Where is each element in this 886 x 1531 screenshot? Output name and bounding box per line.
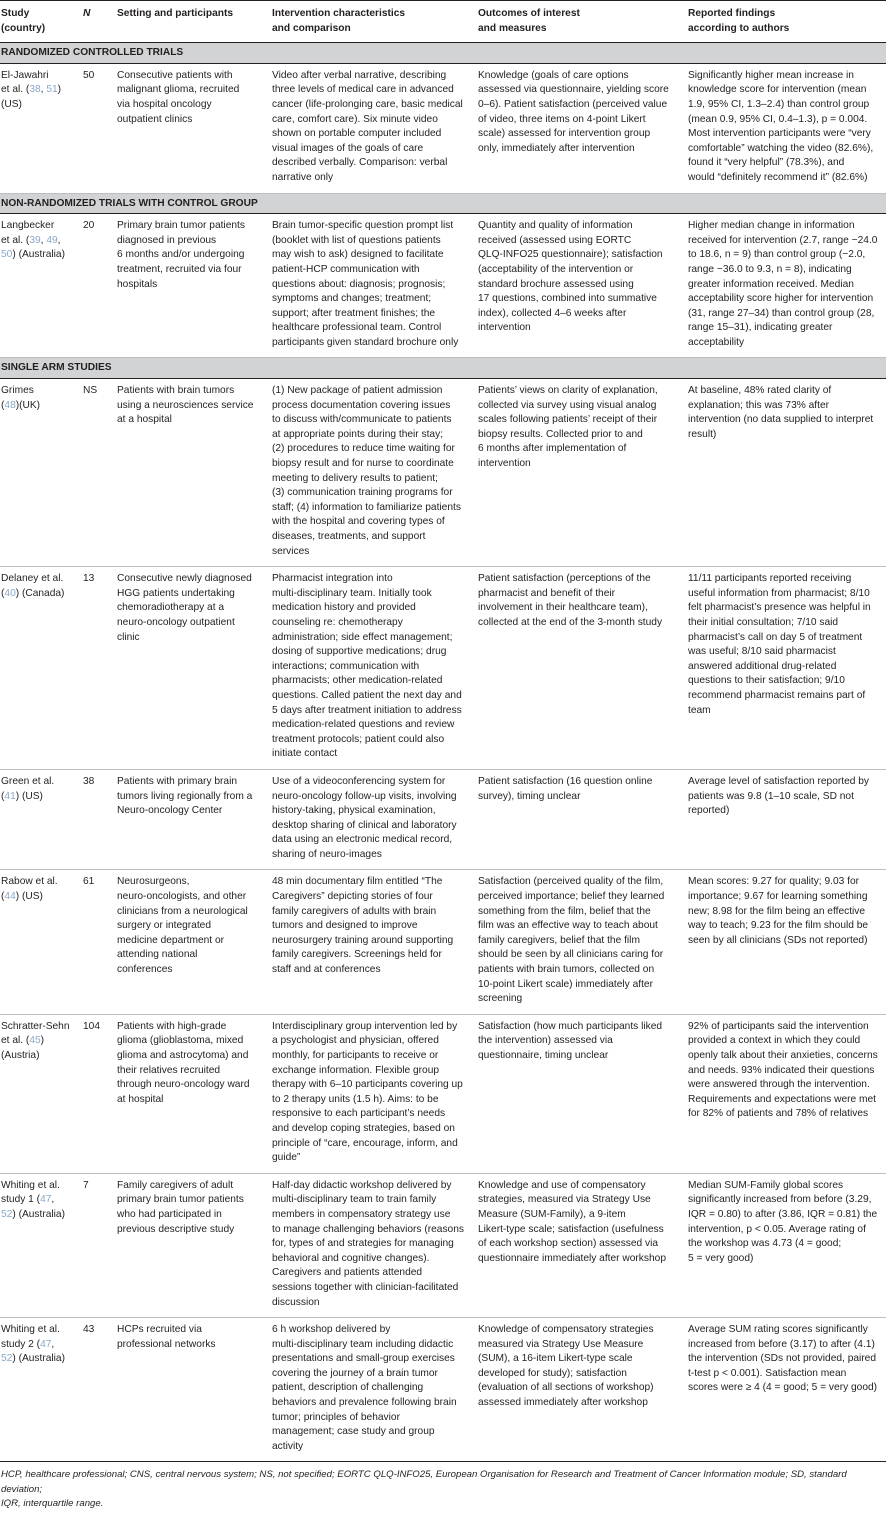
intervention-cell: 6 h workshop delivered by multi-disciplinary team including didactic presentations and small-group exercises covering the journey of a brain tumor patient, description of challenging behaviors and prevalence following brain tumor; principles of behavior management; case study and group activity [271,1318,477,1462]
outcomes-cell: Patient satisfaction (16 question online survey), timing unclear [477,769,687,870]
study-cell: Grimes (48)(UK) [0,379,82,567]
outcomes-cell: Knowledge of compensatory strategies measured via Strategy Use Measure (SUM), a 16-item Likert-type scale developed for study); satisfaction (evaluation of all sections of workshop) assessed immediately after workshop [477,1318,687,1462]
section-rct [0,43,886,64]
study-cell: El-Jawahri et al. (38, 51) (US) [0,63,82,193]
outcomes-cell: Satisfaction (how much participants liked the intervention) assessed via questionnaire, timing unclear [477,1014,687,1173]
reference-link[interactable]: 47 [40,1338,52,1350]
reference-link[interactable]: 45 [29,1035,41,1047]
study-cell: Whiting et al. study 2 (47, 52) (Australia) [0,1318,82,1462]
findings-cell: 92% of participants said the intervention provided a context in which they could openly talk about their anxieties, concerns and needs. 93% indicated their questions were answered through the intervention. Requirements and expectations were met for 82% of patients and 78% of relatives [687,1014,886,1173]
table-row [0,214,886,358]
n-cell: 7 [82,1173,116,1317]
n-cell: NS [82,379,116,567]
setting-cell: Patients with high-grade glioma (glioblastoma, mixed glioma and astrocytoma) and their relatives recruited through neuro-oncology ward at hospital [116,1014,271,1173]
header-row [0,1,886,43]
intervention-cell: 48 min documentary film entitled “The Caregivers” depicting stories of four family caregivers of adults with brain tumors and designed to improve neurosurgery training around supporting family caregivers. Screenings held for staff and at conferences [271,870,477,1014]
reference-link[interactable]: 52 [1,1208,13,1220]
intervention-cell: Pharmacist integration into multi-disciplinary team. Initially took medication history and provided counseling re: chemotherapy administration; side effect management; dosing of supportive medications; drug interactions; communication with pharmacists; other medication-related questions. Called patient the next day and 5 days after treatment initiation to address medication-related questions and review treatment protocols; patient could also initiate contact [271,567,477,770]
outcomes-cell: Patients’ views on clarity of explanation, collected via survey using visual analog scales following patients’ receipt of their biopsy results. Collected prior to and 6 months after implementation of intervention [477,379,687,567]
section-label: NON-RANDOMIZED TRIALS WITH CONTROL GROUP [0,193,886,214]
n-cell: 50 [82,63,116,193]
n-cell: 43 [82,1318,116,1462]
table-row [0,63,886,193]
study-cell: Delaney et al. (40) (Canada) [0,567,82,770]
section-label: RANDOMIZED CONTROLLED TRIALS [0,43,886,64]
findings-cell: Higher median change in information received for intervention (2.7, range −24.0 to 18.6, n = 9) than control group (−2.0, range −36.0 to 9.3, n = 8), indicating greater information received. Median acceptability score higher for intervention (31, range 27–34) than control group (28, range 15–31), indicating greater acceptability [687,214,886,358]
setting-cell: Consecutive newly diagnosed HGG patients undertaking chemoradiotherapy at a neuro-oncology outpatient clinic [116,567,271,770]
setting-cell: Consecutive patients with malignant glioma, recruited via hospital oncology outpatient clinics [116,63,271,193]
setting-cell: Neurosurgeons, neuro-oncologists, and other clinicians from a neurological surgery or integrated medicine department or attending national conferences [116,870,271,1014]
reference-link[interactable]: 52 [1,1353,13,1365]
outcomes-cell: Patient satisfaction (perceptions of the pharmacist and benefit of their involvement in their healthcare team), collected at the end of the 3-month study [477,567,687,770]
header-intervention: Intervention characteristics and comparison [271,1,477,43]
outcomes-cell: Knowledge (goals of care options assessed via questionnaire, yielding score 0–6). Patient satisfaction (perceived value of video, three items on 4-point Likert scale) assessed for intervention group only, immediately after intervention [477,63,687,193]
setting-cell: Primary brain tumor patients diagnosed in previous 6 months and/or undergoing treatment, recruited via four hospitals [116,214,271,358]
study-cell: Green et al. (41) (US) [0,769,82,870]
header-findings: Reported findings according to authors [687,1,886,43]
header-outcomes: Outcomes of interest and measures [477,1,687,43]
findings-cell: 11/11 participants reported receiving useful information from pharmacist; 8/10 felt pharmacist’s presence was helpful in their initial consultation; 7/10 said pharmacist’s call on day 5 of treatment was useful; 8/10 said pharmacist answered additional drug-related questions to their satisfaction; 9/10 recommend pharmacist remains part of team [687,567,886,770]
reference-link[interactable]: 47 [40,1194,52,1206]
table-row [0,1014,886,1173]
table-row [0,870,886,1014]
findings-cell: At baseline, 48% rated clarity of explanation; this was 73% after intervention (no data supplied to interpret result) [687,379,886,567]
intervention-cell: Brain tumor-specific question prompt list (booklet with list of questions patients may wish to ask) designed to facilitate patient-HCP communication with questions about: diagnosis; prognosis; symptoms and changes; treatment; support; after treatment finishes; the healthcare professional team. Control participants given standard brochure only [271,214,477,358]
intervention-cell: Video after verbal narrative, describing three levels of medical care in advanced cancer (life-prolonging care, basic medical care, comfort care). Six minute video shown on portable computer included visual images of the goals of care described verbally. Comparison: verbal narrative only [271,63,477,193]
study-cell: Langbecker et al. (39, 49, 50) (Australia) [0,214,82,358]
findings-cell: Significantly higher mean increase in knowledge score for intervention (mean 1.9, 95% CI, 1.3–2.4) than control group (mean 0.9, 95% CI, 0.4–1.3), p = 0.004. Most intervention participants were “very comfortable” watching the video (82.6%), found it “very helpful” (78.3%), and would “definitely recommend it” (82.6%) [687,63,886,193]
intervention-cell: Interdisciplinary group intervention led by a psychologist and physician, offered monthly, for participants to receive or exchange information. Flexible group therapy with 6–10 participants covering up to 2 therapy units (1.5 h). Aims: to be responsive to each participant’s needs and develop coping strategies, based on principle of “care, encourage, inform, and guide” [271,1014,477,1173]
n-cell: 61 [82,870,116,1014]
table-row [0,379,886,567]
outcomes-cell: Satisfaction (perceived quality of the film, perceived importance; belief they learned something from the film, belief that the film was an effective way to teach about family caregivers, belief that the film should be seen by all clinicians caring for patients with brain tumors, collected on 10-point Likert scale) immediately after screening [477,870,687,1014]
intervention-cell: Use of a videoconferencing system for neuro-oncology follow-up visits, involving history-taking, physical examination, desktop sharing of clinical and laboratory data using an electronic medical record, sharing of neuro-images [271,769,477,870]
header-n: N [82,1,116,43]
outcomes-cell: Quantity and quality of information received (assessed using EORTC QLQ-INFO25 questionnaire); satisfaction (acceptability of the intervention or standard brochure assessed using 17 questions, combined into summative index), collected 4–6 weeks after intervention [477,214,687,358]
study-cell: Whiting et al. study 1 (47, 52) (Australia) [0,1173,82,1317]
setting-cell: HCPs recruited via professional networks [116,1318,271,1462]
findings-cell: Average SUM rating scores significantly increased from before (3.17) to after (4.1) the intervention (SDs not provided, paired t-test p < 0.001). Satisfaction mean scores were ≥ 4 (4 = good; 5 = very good) [687,1318,886,1462]
section-nonrandomized [0,193,886,214]
reference-link[interactable]: 39 [29,234,41,246]
reference-link[interactable]: 49 [46,234,58,246]
setting-cell: Patients with primary brain tumors living regionally from a Neuro-oncology Center [116,769,271,870]
study-cell: Rabow et al. (44) (US) [0,870,82,1014]
reference-link[interactable]: 44 [4,891,16,903]
reference-link[interactable]: 51 [46,84,58,96]
reference-link[interactable]: 38 [29,84,41,96]
table-row [0,1173,886,1317]
intervention-cell: (1) New package of patient admission process documentation covering issues to discuss with/communicate to patients at appropriate points during their stay; (2) procedures to reduce time waiting for biopsy result and for nurse to coordinate meeting to delivery results to patient; (3) communication training programs for staff; (4) information to familiarize patients with the hospital and covering types of diseases, treatments, and support services [271,379,477,567]
n-cell: 38 [82,769,116,870]
section-single-arm [0,358,886,379]
findings-cell: Mean scores: 9.27 for quality; 9.03 for importance; 9.67 for learning something new; 8.98 for the film being an effective way to teach; 9.23 for the film should be seen by all clinicians (SDs not reported) [687,870,886,1014]
n-cell: 20 [82,214,116,358]
setting-cell: Family caregivers of adult primary brain tumor patients who had participated in previous descriptive study [116,1173,271,1317]
reference-link[interactable]: 48 [4,399,16,411]
intervention-cell: Half-day didactic workshop delivered by multi-disciplinary team to train family members in compensatory strategy use to manage challenging behaviors (reasons for, types of and strategies for managing behavioral and cognitive changes). Caregivers and patients attended sessions together with clinician-facilitated discussion [271,1173,477,1317]
study-cell: Schratter-Sehn et al. (45) (Austria) [0,1014,82,1173]
section-label: SINGLE ARM STUDIES [0,358,886,379]
outcomes-cell: Knowledge and use of compensatory strategies, measured via Strategy Use Measure (SUM-Family), a 9-item Likert-type scale; satisfaction (usefulness of each workshop section) assessed via questionnaire immediately after workshop [477,1173,687,1317]
header-setting: Setting and participants [116,1,271,43]
setting-cell: Patients with brain tumors using a neurosciences service at a hospital [116,379,271,567]
table-footnote: HCP, healthcare professional; CNS, central nervous system; NS, not specified; EORTC QLQ-INFO25, European Organisation for Research and Treatment of Cancer Information module; SD, standard deviation; IQR, interquartile range. [1,1469,847,1510]
reference-link[interactable]: 40 [4,587,16,599]
n-cell: 13 [82,567,116,770]
table-row [0,567,886,770]
table-row [0,1318,886,1462]
findings-cell: Median SUM-Family global scores significantly increased from before (3.29, IQR = 0.80) to after (3.86, IQR = 0.81) the intervention, p < 0.05. Average rating of the workshop was 4.73 (4 = good; 5 = very good) [687,1173,886,1317]
header-study: Study (country) [0,1,82,43]
reference-link[interactable]: 50 [1,249,13,261]
findings-cell: Average level of satisfaction reported by patients was 9.8 (1–10 scale, SD not reported) [687,769,886,870]
n-cell: 104 [82,1014,116,1173]
table-row [0,769,886,870]
reference-link[interactable]: 41 [4,790,16,802]
